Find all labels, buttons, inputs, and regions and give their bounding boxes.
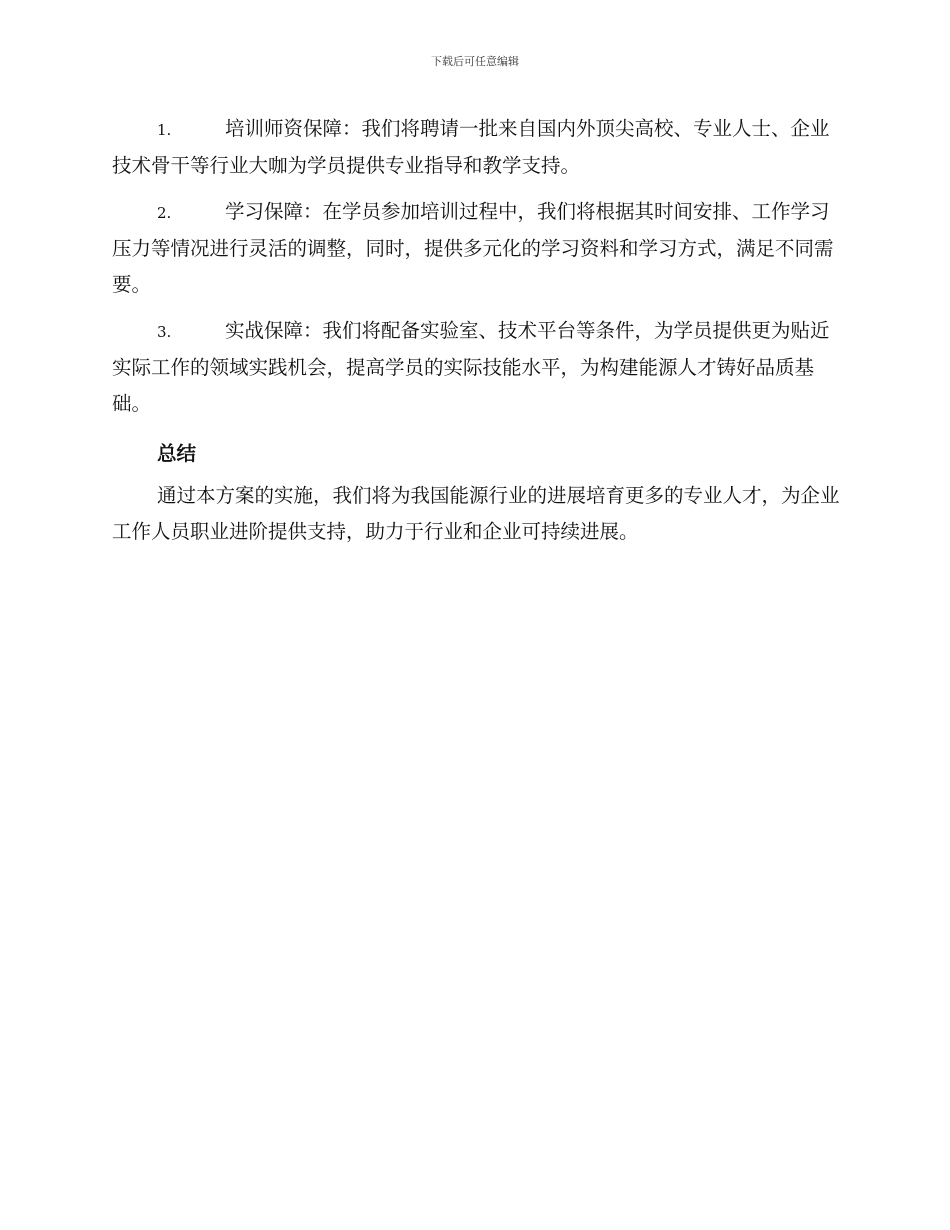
list-item-text: 培训师资保障：我们将聘请一批来自国内外顶尖高校、专业人士、企业技术骨干等行业大咖为学员提供专业指导和教学支持。 [112, 117, 830, 177]
document-body [112, 111, 840, 550]
list-item [112, 194, 840, 303]
page-header-note: 下载后可任意编辑 [431, 55, 519, 68]
list-item-number: 3. [157, 323, 172, 341]
list-item [112, 313, 840, 422]
list-item-number: 1. [157, 121, 172, 139]
list-item [112, 111, 840, 184]
section-heading: 总结 [157, 442, 197, 465]
list-item-text: 学习保障：在学员参加培训过程中，我们将根据其时间安排、工作学习压力等情况进行灵活的调整，同时，提供多元化的学习资料和学习方式，满足不同需要。 [112, 200, 834, 296]
list-item-number: 2. [157, 204, 172, 222]
list-item-text: 实战保障：我们将配备实验室、技术平台等条件，为学员提供更为贴近实际工作的领域实践机会，提高学员的实际技能水平，为构建能源人才铸好品质基础。 [112, 319, 830, 415]
summary-paragraph: 通过本方案的实施，我们将为我国能源行业的进展培育更多的专业人才，为企业工作人员职业进阶提供支持，助力于行业和企业可持续进展。 [112, 484, 840, 543]
